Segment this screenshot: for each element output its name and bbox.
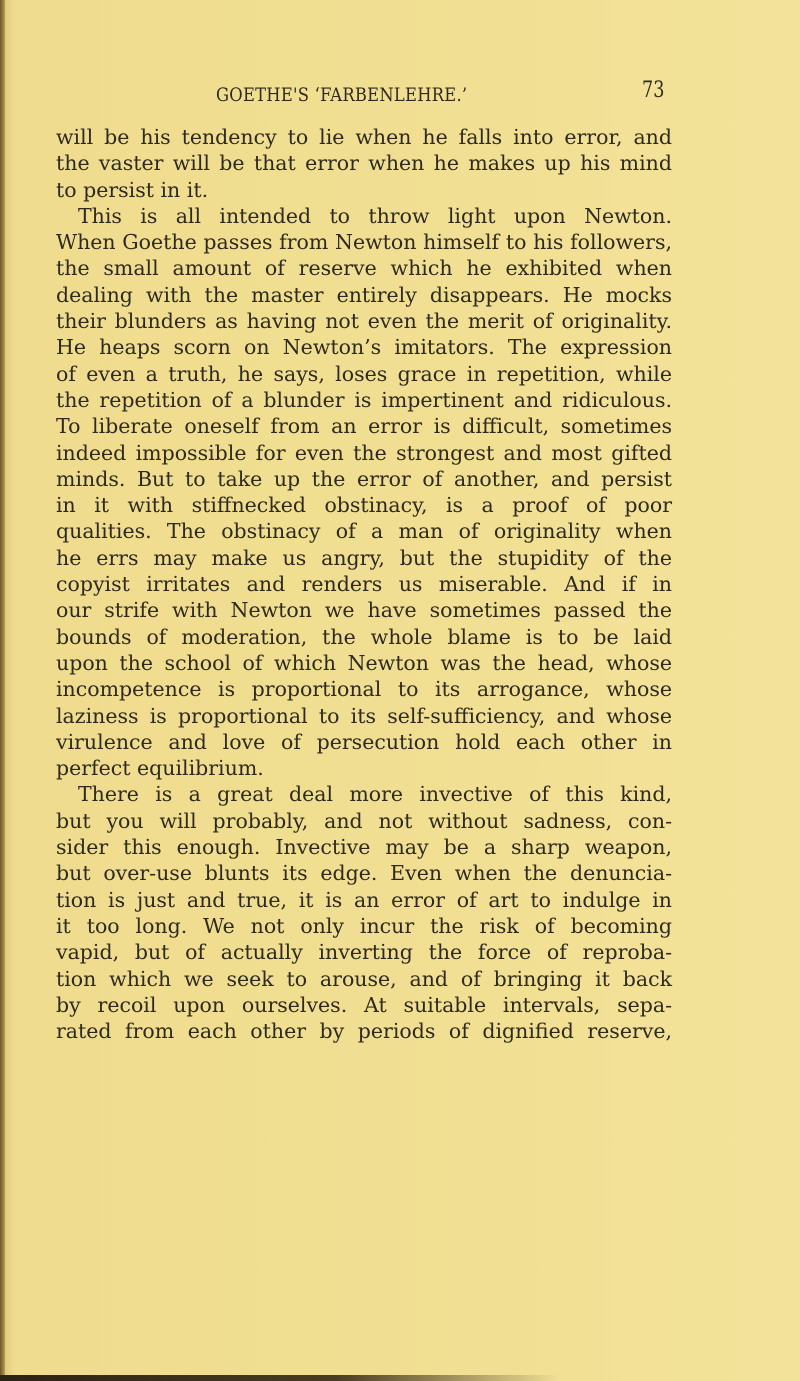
text-line: When Goethe passes from Newton himself to his followers, [56, 230, 672, 255]
text-line: but over-use blunts its edge. Even when the denuncia- [56, 861, 672, 886]
text-line: it too long. We not only incur the risk of becoming [56, 913, 672, 938]
text-line: incompetence is proportional to its arrogance, whose [56, 677, 672, 702]
text-line: he errs may make us angry, but the stupidity of the [56, 545, 672, 570]
text-line: their blunders as having not even the merit of originality. [56, 309, 672, 334]
book-spine-shadow [0, 0, 5, 1381]
text-line: will be his tendency to lie when he falls into error, and [56, 125, 672, 149]
text-line: laziness is proportional to its self-sufficiency, and whose [56, 703, 672, 728]
body-text [56, 124, 672, 1044]
text-line: minds. But to take up the error of another, and persist [56, 466, 672, 491]
text-line: dealing with the master entirely disappears. He mocks [56, 282, 672, 307]
page-number: 73 [642, 78, 665, 103]
text-line: upon the school of which Newton was the head, whose [56, 650, 672, 675]
text-line: of even a truth, he says, loses grace in repetition, while [56, 361, 672, 386]
text-line: bounds of moderation, the whole blame is to be laid [56, 624, 672, 649]
text-line: our strife with Newton we have sometimes passed the [56, 598, 672, 623]
text-line: indeed impossible for even the strongest and most gifted [56, 440, 672, 465]
text-line: the vaster will be that error when he makes up his mind [56, 151, 672, 176]
text-line: perfect equilibrium. [56, 756, 264, 781]
text-line: tion is just and true, it is an error of art to indulge in [56, 887, 672, 912]
page-header [0, 78, 800, 114]
text-line: rated from each other by periods of dignified reserve, [56, 1019, 672, 1044]
text-line: the repetition of a blunder is impertinent and ridiculous. [56, 387, 672, 412]
text-line: To liberate oneself from an error is difficult, sometimes [56, 414, 672, 439]
text-line: the small amount of reserve which he exhibited when [56, 256, 672, 281]
text-line: He heaps scorn on Newton’s imitators. The expression [56, 335, 672, 360]
running-head: GOETHE'S ‘FARBENLEHRE.’ [216, 84, 468, 106]
page-bottom-edge [0, 1375, 560, 1381]
text-line: in it with stiffnecked obstinacy, is a proof of poor [56, 493, 672, 518]
text-line: This is all intended to throw light upon Newton. [78, 203, 672, 228]
text-line: qualities. The obstinacy of a man of originality when [56, 519, 672, 544]
text-line: by recoil upon ourselves. At suitable intervals, sepa- [56, 992, 672, 1017]
text-line: to persist in it. [56, 177, 209, 202]
text-line: vapid, but of actually inverting the force of reproba- [56, 940, 672, 965]
text-line: tion which we seek to arouse, and of bringing it back [56, 966, 672, 991]
text-line: virulence and love of persecution hold each other in [56, 729, 672, 754]
text-line: but you will probably, and not without sadness, con- [56, 808, 672, 833]
text-line: sider this enough. Invective may be a sharp weapon, [56, 835, 672, 860]
text-line: There is a great deal more invective of this kind, [78, 782, 672, 807]
text-line: copyist irritates and renders us miserable. And if in [56, 572, 672, 597]
